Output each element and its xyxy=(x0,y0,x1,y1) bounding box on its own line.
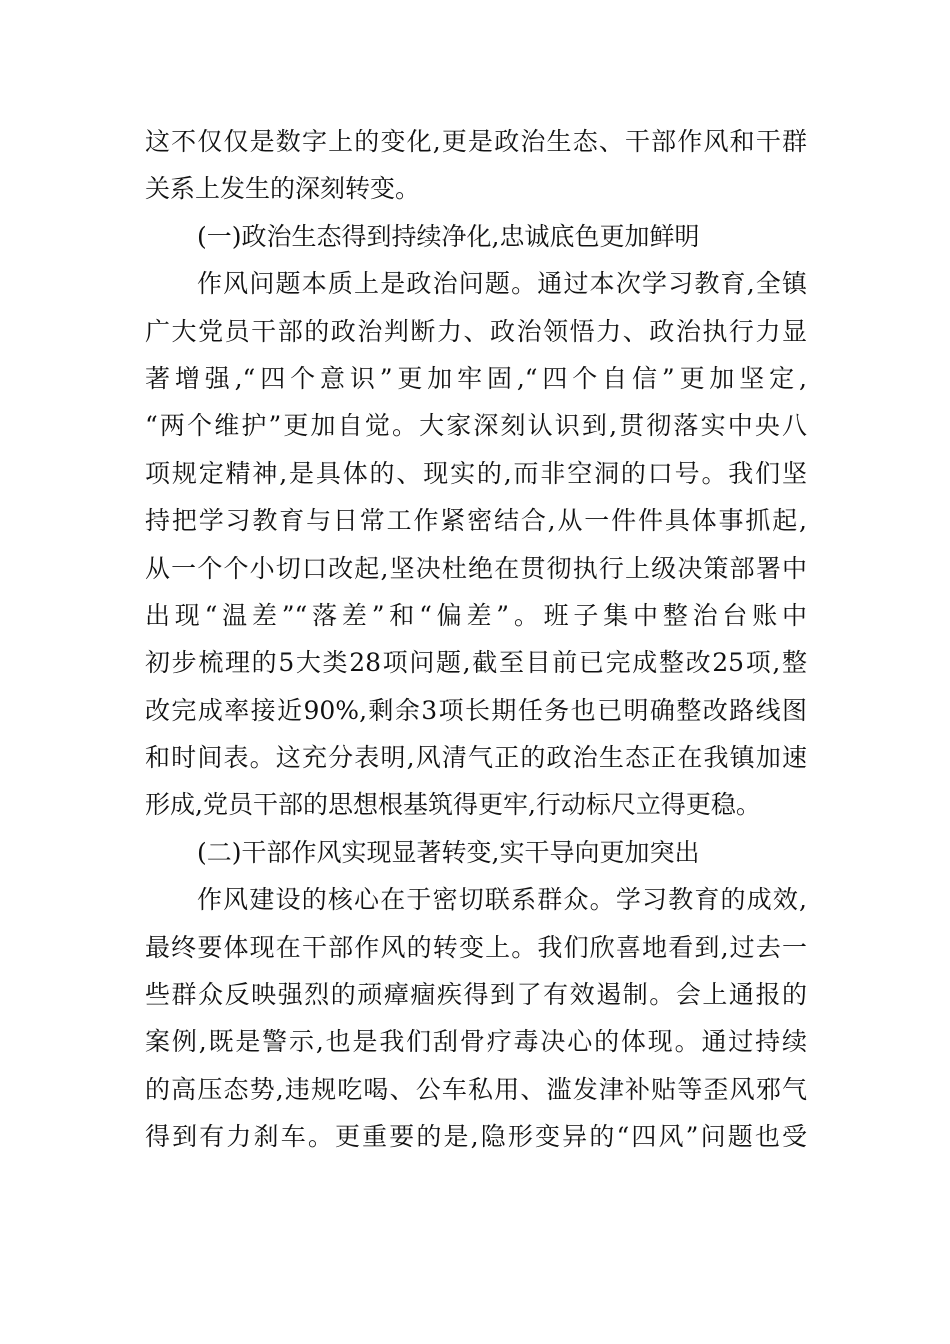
text-line: 得到有力刹车。更重要的是,隐形变异的“四风”问题也受 xyxy=(145,1122,807,1152)
text-line: 持把学习教育与日常工作紧密结合,从一件件具体事抓起, xyxy=(145,506,807,536)
text-line: 项规定精神,是具体的、现实的,而非空洞的口号。我们坚 xyxy=(145,458,807,488)
section-heading-2: (二)干部作风实现显著转变,实干导向更加突出 xyxy=(197,837,700,867)
body-text xyxy=(145,118,807,1161)
text-line: 作风问题本质上是政治问题。通过本次学习教育,全镇 xyxy=(197,269,807,299)
text-line: 最终要体现在干部作风的转变上。我们欣喜地看到,过去一 xyxy=(145,932,807,962)
text-line: “两个维护”更加自觉。大家深刻认识到,贯彻落实中央八 xyxy=(145,411,807,441)
text-line: 形成,党员干部的思想根基筑得更牢,行动标尺立得更稳。 xyxy=(145,790,761,820)
text-line: 作风建设的核心在于密切联系群众。学习教育的成效, xyxy=(197,885,807,915)
text-line: 出现“温差”“落差”和“偏差”。班子集中整治台账中 xyxy=(145,600,807,630)
text-line: 著增强,“四个意识”更加牢固,“四个自信”更加坚定, xyxy=(145,363,807,393)
text-line: 从一个个小切口改起,坚决杜绝在贯彻执行上级决策部署中 xyxy=(145,553,807,583)
text-line: 的高压态势,违规吃喝、公车私用、滥发津补贴等歪风邪气 xyxy=(145,1074,807,1104)
text-line: 关系上发生的深刻转变。 xyxy=(145,174,421,204)
text-line: 初步梳理的5大类28项问题,截至目前已完成整改25项,整 xyxy=(145,648,807,678)
text-line: 改完成率接近90%,剩余3项长期任务也已明确整改路线图 xyxy=(145,695,807,725)
text-line: 广大党员干部的政治判断力、政治领悟力、政治执行力显 xyxy=(145,316,807,346)
text-line: 案例,既是警示,也是我们刮骨疗毒决心的体现。通过持续 xyxy=(145,1027,807,1057)
text-line: 和时间表。这充分表明,风清气正的政治生态正在我镇加速 xyxy=(145,743,807,773)
section-heading-1: (一)政治生态得到持续净化,忠诚底色更加鲜明 xyxy=(197,221,700,251)
text-line: 这不仅仅是数字上的变化,更是政治生态、干部作风和干群 xyxy=(145,127,807,156)
text-line: 些群众反映强烈的顽瘴痼疾得到了有效遏制。会上通报的 xyxy=(145,980,807,1010)
